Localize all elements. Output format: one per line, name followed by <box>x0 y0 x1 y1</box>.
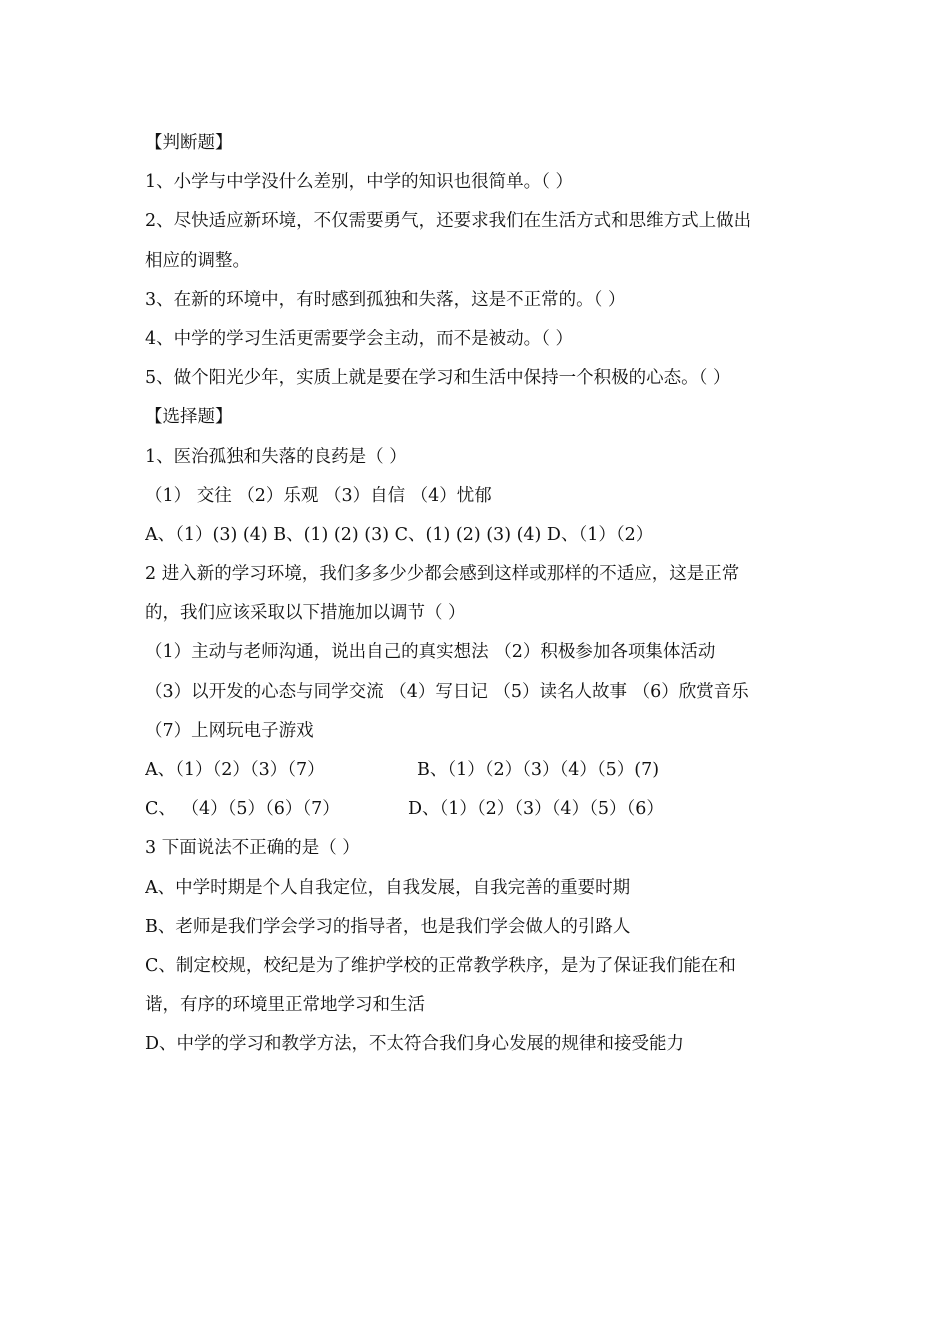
choice-question-1-answers: A、（1）(3) (4) B、(1) (2) (3) C、(1) (2) (3) (4) D、（1）（2） <box>145 524 654 545</box>
choice-question-2-option-d: D、（1）（2）（3）（4）（5）（6） <box>408 799 664 820</box>
choice-question-2-items-line-3: （7）上网玩电子游戏 <box>145 720 314 741</box>
choice-question-1-stem: 1、医治孤独和失落的良药是（ ） <box>145 446 407 467</box>
choice-question-2-stem-line-1: 2 进入新的学习环境，我们多多少少都会感到这样或那样的不适应，这是正常 <box>145 564 740 585</box>
judge-question-2-line-1: 2、尽快适应新环境，不仅需要勇气，还要求我们在生活方式和思维方式上做出 <box>145 211 752 232</box>
choice-question-2-stem-line-2: 的，我们应该采取以下措施加以调节（ ） <box>145 603 466 624</box>
document-body <box>145 124 813 1065</box>
choice-question-2-items-line-1: （1）主动与老师沟通，说出自己的真实想法 （2）积极参加各项集体活动 <box>145 642 716 663</box>
choice-question-1-items: （1） 交往 （2）乐观 （3）自信 （4）忧郁 <box>145 485 492 506</box>
judge-question-5: 5、做个阳光少年，实质上就是要在学习和生活中保持一个积极的心态。（ ） <box>145 368 731 389</box>
choice-question-2-option-c: C、 （4）（5）（6）（7） <box>145 799 340 820</box>
choice-question-2-options-row-2 <box>145 790 813 829</box>
choice-question-3-option-a: A、中学时期是个人自我定位，自我发展，自我完善的重要时期 <box>145 877 631 898</box>
choice-question-2-options-row-1 <box>145 751 813 790</box>
choice-question-3-option-c-line-2: 谐，有序的环境里正常地学习和生活 <box>145 995 425 1016</box>
choice-question-3-option-d: D、中学的学习和教学方法，不太符合我们身心发展的规律和接受能力 <box>145 1034 685 1055</box>
choice-question-2-items-line-2: （3）以开发的心态与同学交流 （4）写日记 （5）读名人故事 （6）欣赏音乐 <box>145 681 749 702</box>
choice-question-3-stem: 3 下面说法不正确的是（ ） <box>145 838 360 859</box>
choice-question-2-option-a: A、（1）（2）（3）（7） <box>145 760 325 780</box>
section-heading-choice: 【选择题】 <box>145 407 233 428</box>
judge-question-4: 4、中学的学习生活更需要学会主动，而不是被动。（ ） <box>145 328 573 349</box>
section-heading-judge: 【判断题】 <box>145 133 233 153</box>
judge-question-2-line-2: 相应的调整。 <box>145 250 250 271</box>
judge-question-3: 3、在新的环境中，有时感到孤独和失落，这是不正常的。（ ） <box>145 289 626 310</box>
judge-question-1: 1、小学与中学没什么差别，中学的知识也很简单。（ ） <box>145 172 573 193</box>
choice-question-3-option-b: B、老师是我们学会学习的指导者，也是我们学会做人的引路人 <box>145 916 631 937</box>
choice-question-2-option-b: B、（1）（2）（3）（4）（5）(7) <box>417 760 660 780</box>
choice-question-3-option-c-line-1: C、制定校规，校纪是为了维护学校的正常教学秩序，是为了保证我们能在和 <box>145 955 736 976</box>
